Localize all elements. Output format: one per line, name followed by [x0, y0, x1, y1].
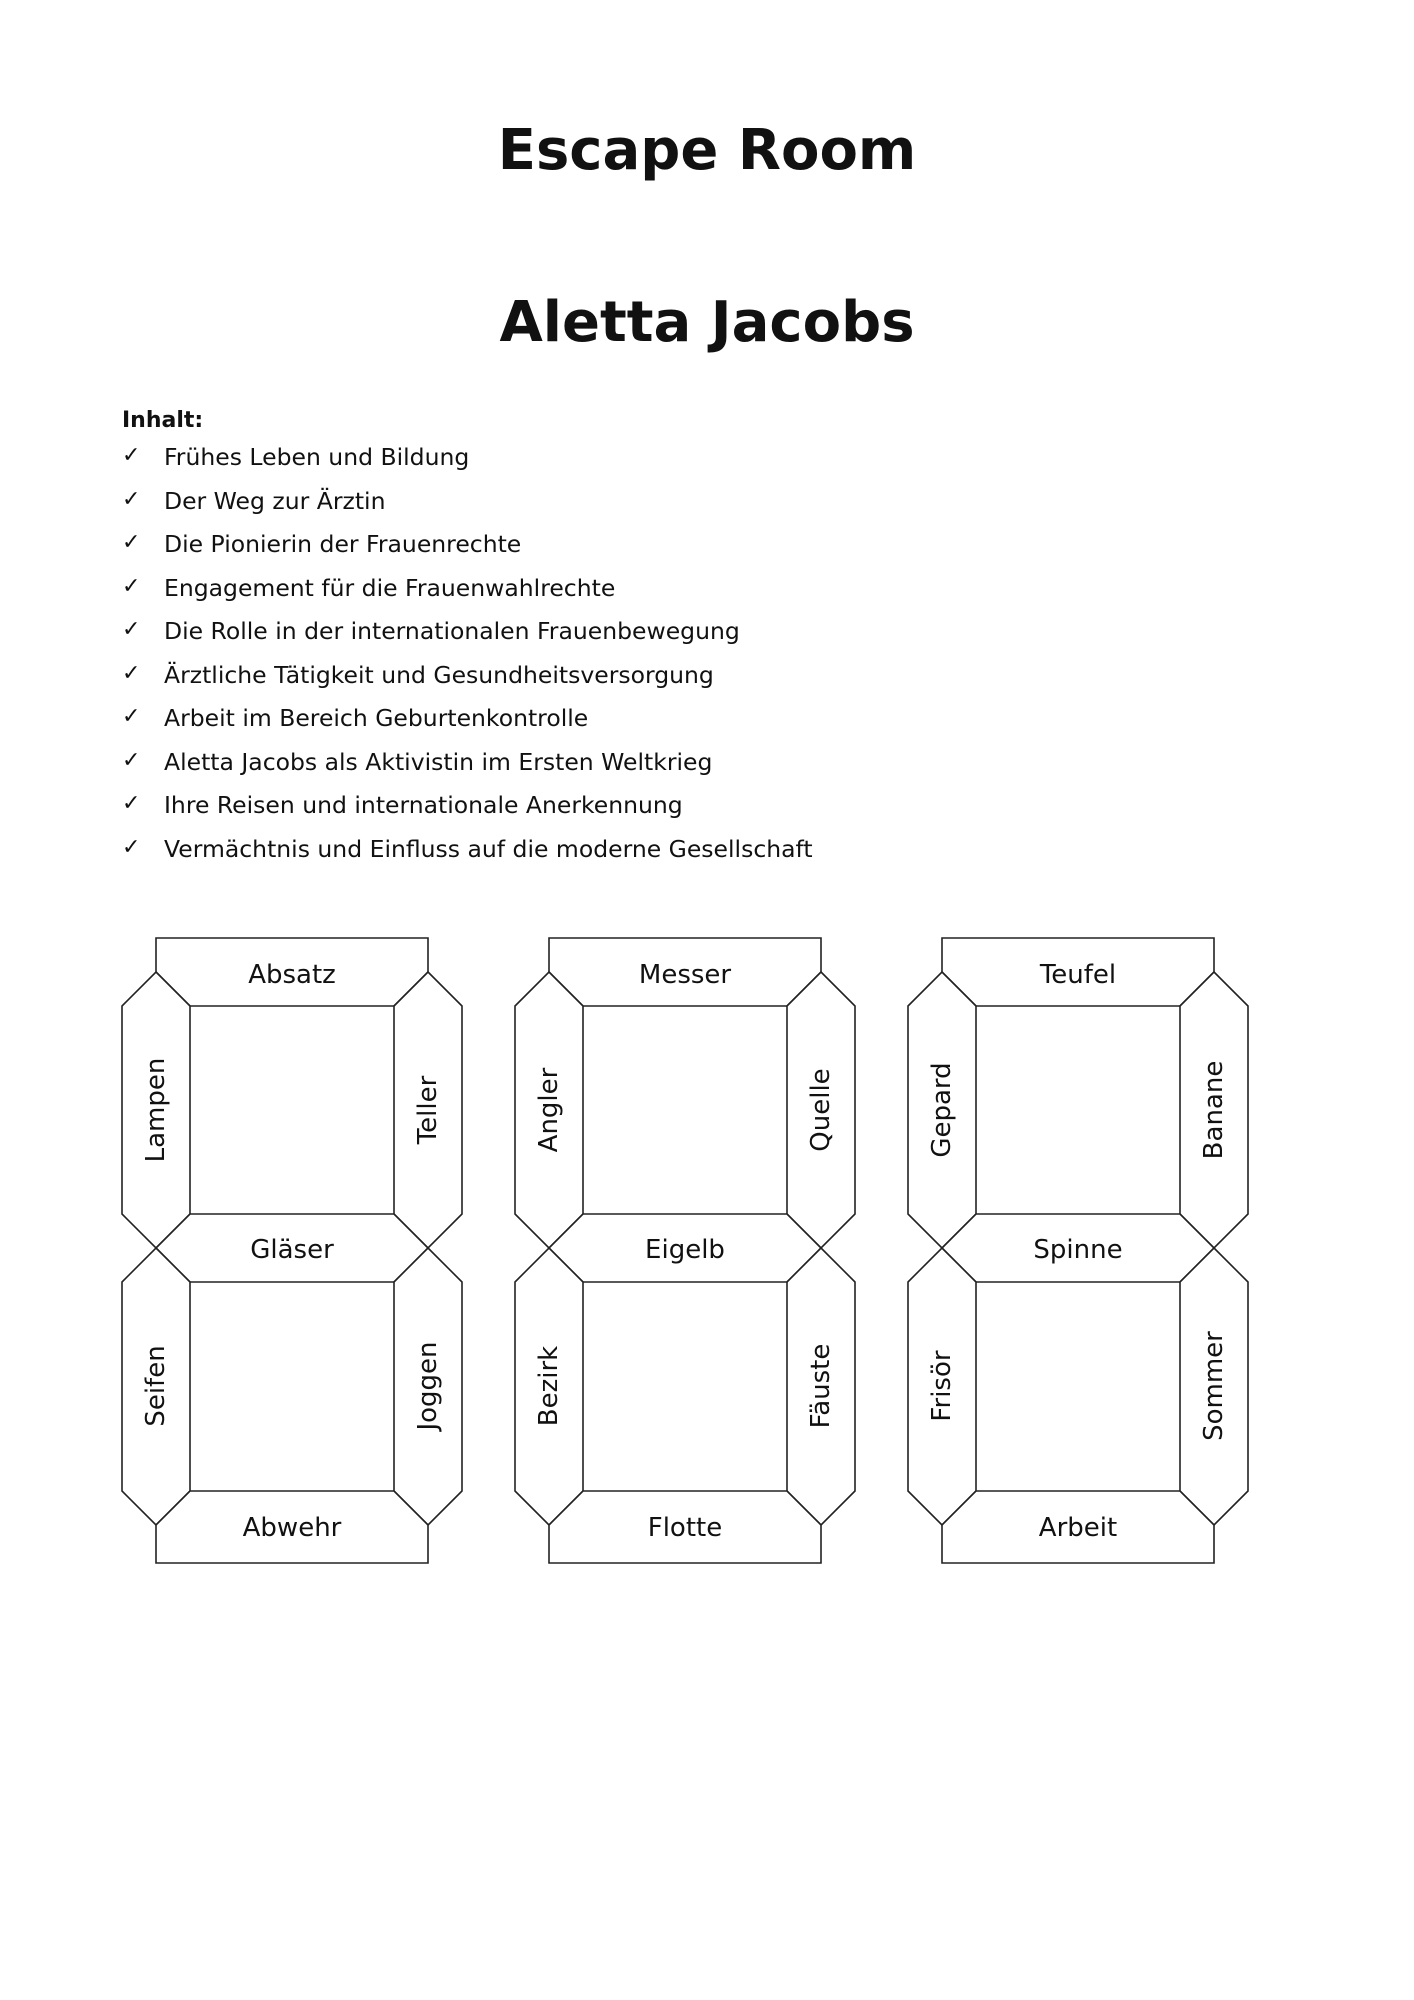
- checkmark-icon: ✓: [122, 704, 141, 729]
- segment-label-lower-right: Fäuste: [806, 1343, 836, 1429]
- checkmark-icon: ✓: [122, 747, 141, 773]
- segment-label-middle: Eigelb: [645, 1235, 725, 1265]
- segment-label-top: Teufel: [1039, 960, 1117, 990]
- checkmark-icon: ✓: [122, 660, 141, 686]
- toc-item-label: Engagement für die Frauenwahlrechte: [164, 573, 616, 602]
- page-subtitle: Aletta Jacobs: [499, 290, 915, 355]
- toc-item-label: Die Pionierin der Frauenrechte: [164, 530, 522, 558]
- toc-item-label: Ihre Reisen und internationale Anerkennung: [164, 791, 683, 819]
- checkmark-icon: ✓: [122, 486, 141, 512]
- segment-label-upper-left: Angler: [534, 1067, 564, 1153]
- segment-label-upper-right: Quelle: [806, 1068, 836, 1152]
- checkmark-icon: ✓: [122, 834, 141, 860]
- seven-segment-puzzle: [122, 938, 462, 1563]
- segment-label-upper-right: Banane: [1199, 1060, 1229, 1160]
- checkmark-icon: ✓: [122, 530, 141, 555]
- segment-label-upper-left: Lampen: [141, 1057, 171, 1163]
- checkmark-icon: ✓: [122, 443, 141, 468]
- segment-label-middle: Gläser: [250, 1235, 334, 1265]
- segment-label-bottom: Abwehr: [242, 1513, 342, 1543]
- segment-label-lower-left: Seifen: [141, 1345, 171, 1427]
- toc-item-label: Aletta Jacobs als Aktivistin im Ersten Weltkrieg: [164, 747, 713, 776]
- seven-segment-puzzle: [908, 938, 1248, 1563]
- segment-label-top: Absatz: [248, 960, 336, 990]
- segment-label-lower-right: Sommer: [1199, 1331, 1229, 1441]
- page-title: Escape Room: [497, 118, 917, 183]
- toc-heading: Inhalt:: [122, 408, 204, 433]
- segment-label-upper-right: Teller: [413, 1075, 443, 1145]
- segment-label-bottom: Arbeit: [1038, 1513, 1118, 1543]
- segment-label-top: Messer: [638, 960, 732, 990]
- segment-label-lower-left: Frisör: [927, 1350, 957, 1422]
- segment-label-lower-right: Joggen: [413, 1341, 443, 1431]
- segment-label-upper-left: Gepard: [927, 1062, 957, 1158]
- checkmark-icon: ✓: [122, 617, 141, 642]
- segment-label-lower-left: Bezirk: [534, 1345, 564, 1427]
- checkmark-icon: ✓: [122, 573, 141, 599]
- toc-item-label: Vermächtnis und Einfluss auf die moderne Gesellschaft: [164, 834, 813, 863]
- toc-item-label: Die Rolle in der internationalen Frauenbewegung: [164, 617, 740, 645]
- checkmark-icon: ✓: [122, 791, 141, 816]
- toc-item-label: Arbeit im Bereich Geburtenkontrolle: [164, 704, 589, 732]
- toc-item-label: Der Weg zur Ärztin: [164, 486, 386, 515]
- segment-label-middle: Spinne: [1033, 1235, 1123, 1265]
- toc-item-label: Ärztliche Tätigkeit und Gesundheitsversorgung: [164, 660, 714, 689]
- segment-label-bottom: Flotte: [647, 1513, 723, 1543]
- toc-item-label: Frühes Leben und Bildung: [164, 443, 470, 471]
- seven-segment-puzzle: [515, 938, 855, 1563]
